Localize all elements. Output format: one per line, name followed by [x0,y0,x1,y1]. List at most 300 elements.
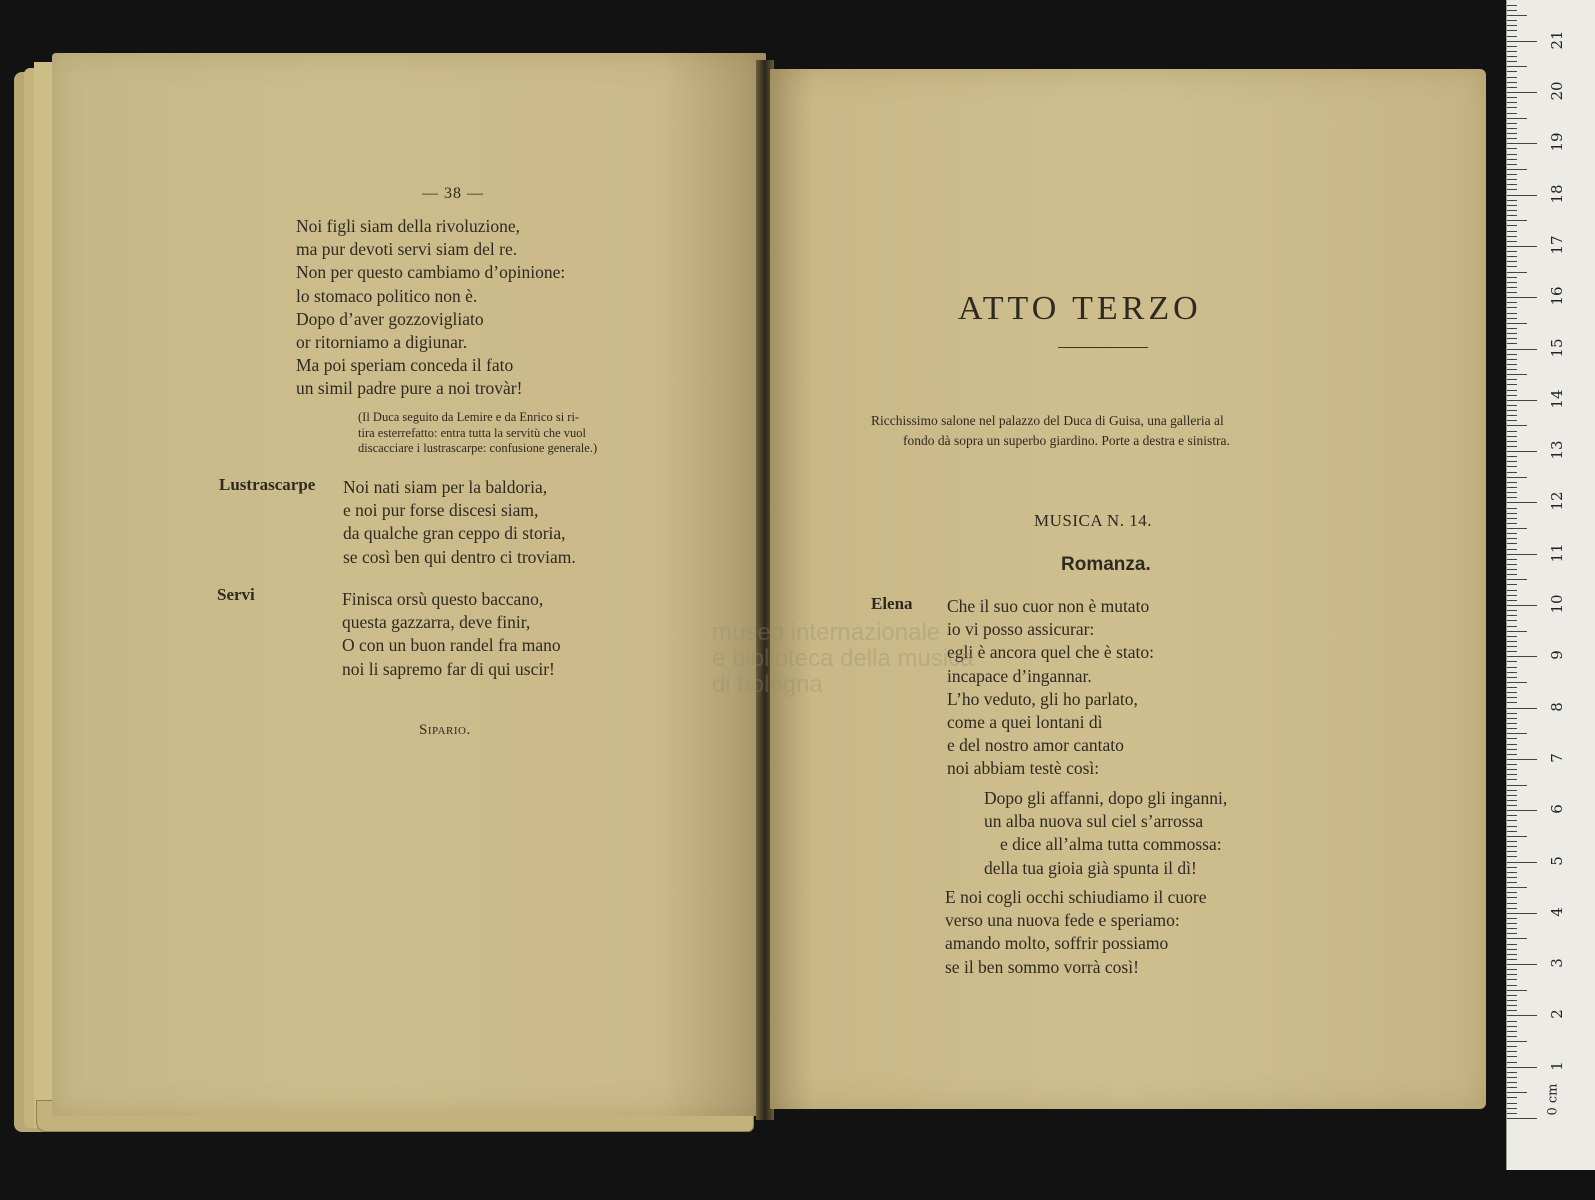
ruler-tick [1507,466,1517,467]
ruler-tick [1507,595,1517,596]
ruler-tick [1507,77,1517,78]
ruler-tick [1507,979,1517,980]
speaker-name: Servi [217,585,255,604]
ruler-tick [1507,431,1517,432]
ruler-tick [1507,846,1517,847]
ruler-tick [1507,1108,1517,1109]
ruler-tick [1507,661,1517,662]
ruler-tick [1507,631,1527,632]
ruler-tick [1507,610,1517,611]
verse-line: Non per questo cambiamo d’opinione: [296,262,566,283]
ruler-tick [1507,1010,1517,1011]
ruler-tick [1507,338,1517,339]
ruler-number: 6 [1548,804,1566,814]
ruler-tick [1507,702,1517,703]
ruler-tick [1507,579,1527,580]
ruler-tick [1507,774,1517,775]
ruler-tick [1507,472,1517,473]
ruler-tick [1507,349,1537,350]
ruler-tick [1507,97,1517,98]
ruler-tick [1507,713,1517,714]
ruler-tick [1507,61,1517,62]
ruler-tick [1507,626,1517,627]
ruler-tick [1507,785,1527,786]
ruler-tick [1507,851,1517,852]
verse-line: egli è ancora quel che è stato: [947,642,1154,663]
ruler-tick [1507,169,1527,170]
ruler-number: 12 [1548,491,1566,511]
ruler-tick [1507,266,1517,267]
ruler-tick [1507,708,1537,709]
ruler-tick [1507,456,1517,457]
ruler-tick [1507,877,1517,878]
ruler-tick [1507,297,1537,298]
ruler-tick [1507,805,1517,806]
ruler-tick [1507,343,1517,344]
ruler-tick [1507,841,1517,842]
verse-line: un simil padre pure a noi trovàr! [296,378,523,399]
ruler-tick [1507,723,1517,724]
ruler-tick [1507,800,1517,801]
ruler-tick [1507,92,1537,93]
ruler-tick [1507,369,1517,370]
ruler-tick [1507,1103,1517,1104]
ruler-tick [1507,928,1517,929]
refrain-stanza [984,787,1227,880]
ruler-number: 3 [1548,958,1566,968]
ruler-tick [1507,554,1537,555]
ruler-tick [1507,159,1517,160]
ruler-tick [1507,651,1517,652]
verse-line: da qualche gran ceppo di storia, [343,523,566,544]
ruler-tick [1507,513,1517,514]
ruler-tick [1507,687,1517,688]
ruler-tick [1507,225,1517,226]
ruler-tick [1507,446,1517,447]
ruler-tick [1507,974,1517,975]
ruler-tick [1507,354,1517,355]
ruler-tick [1507,261,1517,262]
ruler-number: 9 [1548,650,1566,661]
ruler-tick [1507,872,1517,873]
ruler-number: 17 [1548,235,1566,255]
ruler-tick [1507,359,1517,360]
ruler-tick [1507,113,1517,114]
ruler-tick [1507,1118,1537,1119]
ruler-tick [1507,944,1517,945]
ruler-tick [1507,118,1527,119]
ruler-tick [1507,862,1537,863]
ruler-tick [1507,36,1517,37]
ruler-tick [1507,20,1517,21]
left-page [52,53,766,1116]
verse-line: come a quei lontani dì [947,712,1103,733]
ruler-tick [1507,246,1537,247]
ruler-tick [1507,1000,1517,1001]
ruler-tick [1507,174,1517,175]
verse-line: incapace d’ingannar. [947,665,1092,686]
act-title: ATTO TERZO [958,290,1202,327]
ruler-number: 7 [1548,753,1566,763]
verse-line: Noi figli siam della rivoluzione, [296,216,521,236]
ruler-tick [1507,236,1517,237]
ruler-tick [1507,990,1527,991]
ruler-tick [1507,184,1517,185]
ruler-tick [1507,461,1517,462]
ruler-tick [1507,41,1537,42]
ruler-tick [1507,189,1517,190]
ruler-number: 2 [1548,1009,1566,1020]
ruler-tick [1507,477,1527,478]
ruler-tick [1507,51,1517,52]
ruler-tick [1507,251,1517,252]
ruler-tick [1507,1092,1527,1093]
ruler-tick [1507,549,1517,550]
ruler-tick [1507,887,1527,888]
museum-watermark [712,620,973,698]
ruler-tick [1507,415,1517,416]
ruler-tick [1507,1036,1517,1037]
ruler-tick [1507,1026,1517,1027]
ruler-tick [1507,379,1517,380]
ruler-tick [1507,523,1517,524]
ruler-tick [1507,277,1517,278]
ruler-tick [1507,441,1517,442]
ruler-tick [1507,882,1517,883]
ruler-tick [1507,1087,1517,1088]
ruler-tick [1507,815,1517,816]
ruler-tick [1507,497,1517,498]
ruler-tick [1507,25,1517,26]
ruler-tick [1507,744,1517,745]
watermark-line: e biblioteca della musica [712,645,974,672]
speaker-name: Lustrascarpe [219,475,316,494]
ruler-tick [1507,954,1517,955]
ruler-tick [1507,1113,1517,1114]
watermark-line: di bologna [712,671,823,698]
ruler-tick [1507,795,1517,796]
ruler-tick [1507,508,1517,509]
ruler-tick [1507,656,1537,657]
verse-line: or ritorniamo a digiunar. [296,332,468,353]
ruler-tick [1507,677,1517,678]
ruler-tick [1507,728,1517,729]
ruler-tick [1507,328,1517,329]
ruler-tick [1507,600,1517,601]
ruler-tick [1507,559,1517,560]
verse-line: un alba nuova sul ciel s’arrossa [984,811,1204,832]
ruler-tick [1507,1015,1537,1016]
ruler-tick [1507,231,1517,232]
verse-line: Noi nati siam per la baldoria, [343,477,548,497]
verse-line: io vi posso assicurar: [947,619,1095,640]
ruler-tick [1507,1021,1517,1022]
ruler-tick [1507,1067,1537,1068]
speaker-verse [343,476,576,569]
ruler-tick [1507,641,1517,642]
ruler-tick [1507,903,1517,904]
setting-line: Ricchissimo salone nel palazzo del Duca di Guisa, una galleria al [871,413,1224,428]
ruler-tick [1507,138,1517,139]
ruler-tick [1507,66,1527,67]
ruler-number: 4 [1548,907,1566,917]
verse-line: noi abbiam testè così: [947,758,1100,779]
ruler-number: 21 [1548,30,1566,50]
ruler-number: 16 [1548,286,1566,306]
ruler-tick [1507,200,1517,201]
stanza [945,886,1206,979]
ruler-tick [1507,867,1517,868]
ruler-tick [1507,738,1517,739]
ruler-tick [1507,646,1517,647]
ruler-tick [1507,1046,1517,1047]
ruler-tick [1507,538,1517,539]
ruler-tick [1507,307,1517,308]
ruler-tick [1507,605,1537,606]
ruler-tick [1507,46,1517,47]
ruler-tick [1507,5,1517,6]
stage-direction-line: tira esterrefatto: entra tutta la servitù che vuol [358,425,587,440]
verse-line: se così ben qui dentro ci troviam. [343,546,576,567]
ruler-tick [1507,102,1517,103]
ruler-tick [1507,1031,1517,1032]
ruler-tick [1507,395,1517,396]
ruler-tick [1507,697,1517,698]
ruler-tick [1507,543,1517,544]
ruler-tick [1507,1097,1517,1098]
ruler-number: 11 [1548,543,1566,563]
ruler-tick [1507,1041,1527,1042]
page-number: — 38 — [422,185,484,202]
ruler-tick [1507,938,1527,939]
verse-line: Finisca orsù questo baccano, [342,589,544,609]
ruler-tick [1507,10,1517,11]
ruler-tick [1507,487,1517,488]
ruler-tick [1507,569,1517,570]
ruler-tick [1507,179,1517,180]
opening-verse [296,215,565,401]
ruler-tick [1507,790,1517,791]
ruler-tick [1507,364,1517,365]
verse-line: Che il suo cuor non è mutato [947,596,1150,616]
stanza [947,595,1154,781]
ruler-tick [1507,1051,1517,1052]
measurement-ruler [1506,0,1595,1170]
ruler-tick [1507,949,1517,950]
ruler-tick [1507,71,1517,72]
ruler-tick [1507,82,1517,83]
verse-line: L’ho veduto, gli ho parlato, [947,688,1138,709]
stage-direction-line: (Il Duca seguito da Lemire e da Enrico si ri- [358,410,580,424]
ruler-tick [1507,154,1517,155]
ruler-number: 13 [1548,440,1566,460]
stage-direction [358,410,597,457]
ruler-tick [1507,584,1517,585]
ruler-tick [1507,692,1517,693]
verse-line: lo stomaco politico non è. [296,285,478,306]
verse-line: noi li sapremo far di qui uscir! [342,658,555,679]
ruler-tick [1507,1082,1517,1083]
ruler-unit-label: 0 cm [1545,1083,1561,1116]
ruler-tick [1507,810,1537,811]
ruler-tick [1507,923,1517,924]
verse-line: amando molto, soffrir possiamo [945,933,1169,954]
ruler-number: 18 [1548,184,1566,204]
ruler-tick [1507,733,1527,734]
ruler-tick [1507,256,1517,257]
ruler-tick [1507,918,1517,919]
ruler-tick [1507,908,1517,909]
ruler-tick [1507,133,1517,134]
ruler-tick [1507,87,1517,88]
ruler-tick [1507,892,1517,893]
ruler-tick [1507,148,1517,149]
ruler-tick [1507,995,1517,996]
ruler-tick [1507,590,1517,591]
ruler-number: 1 [1548,1060,1566,1071]
ruler-tick [1507,718,1517,719]
ruler-tick [1507,620,1517,621]
ruler-tick [1507,518,1517,519]
verse-line: e del nostro amor cantato [947,735,1124,756]
ruler-number: 10 [1548,594,1566,614]
ruler-tick [1507,528,1527,529]
ruler-tick [1507,400,1537,401]
ruler-tick [1507,287,1517,288]
verse-line: se il ben sommo vorrà così! [945,956,1139,977]
verse-line: verso una nuova fede e speriamo: [945,910,1180,931]
ruler-number: 15 [1548,337,1566,358]
ruler-tick [1507,30,1517,31]
ruler-tick [1507,964,1537,965]
ruler-tick [1507,143,1537,144]
ruler-tick [1507,820,1517,821]
ruler-tick [1507,241,1517,242]
ruler-tick [1507,420,1517,421]
verse-line: Dopo d’aver gozzovigliato [296,308,484,329]
ruler-tick [1507,682,1527,683]
ruler-tick [1507,313,1517,314]
ruler-tick [1507,1072,1517,1073]
ruler-tick [1507,451,1537,452]
ruler-tick [1507,754,1517,755]
ruler-tick [1507,15,1527,16]
ruler-tick [1507,502,1537,503]
ruler-tick [1507,410,1517,411]
ruler-tick [1507,764,1517,765]
verse-line: e dice all’alma tutta commossa: [1000,834,1222,855]
ruler-tick [1507,636,1517,637]
ruler-tick [1507,959,1517,960]
ruler-tick [1507,384,1517,385]
ruler-tick [1507,128,1517,129]
ruler-tick [1507,769,1517,770]
ruler-tick [1507,533,1517,534]
ruler-tick [1507,1056,1517,1057]
ruler-tick [1507,779,1517,780]
ruler-tick [1507,164,1517,165]
verse-line: O con un buon randel fra mano [342,635,561,656]
ruler-number: 5 [1548,855,1566,866]
curtain-label: Sipario. [419,722,471,738]
setting-line: fondo dà sopra un superbo giardino. Porte a destra e sinistra. [903,433,1230,448]
ruler-tick [1507,56,1517,57]
ruler-tick [1507,425,1527,426]
ruler-tick [1507,574,1517,575]
ruler-tick [1507,933,1517,934]
verse-line: E noi cogli occhi schiudiamo il cuore [945,887,1207,907]
ruler-tick [1507,282,1517,283]
ruler-tick [1507,759,1537,760]
ruler-tick [1507,564,1517,565]
ruler-tick [1507,436,1517,437]
ruler-tick [1507,405,1517,406]
ruler-tick [1507,1005,1517,1006]
ruler-tick [1507,210,1517,211]
ruler-tick [1507,667,1517,668]
ruler-tick [1507,390,1517,391]
ruler-tick [1507,323,1527,324]
verse-line: Ma poi speriam conceda il fato [296,355,514,376]
ruler-tick [1507,333,1517,334]
ruler-number: 20 [1548,81,1566,101]
ruler-tick [1507,1062,1517,1063]
ruler-tick [1507,969,1517,970]
ruler-tick [1507,220,1527,221]
ruler-tick [1507,195,1537,196]
piece-title: Romanza. [1061,554,1151,575]
verse-line: questa gazzarra, deve finir, [342,612,531,633]
verse-line: ma pur devoti servi siam del re. [296,239,518,260]
ruler-tick [1507,913,1537,914]
ruler-tick [1507,272,1527,273]
ruler-tick [1507,749,1517,750]
ruler-tick [1507,897,1517,898]
ruler-tick [1507,292,1517,293]
watermark-line: museo internazionale [712,619,941,646]
ruler-tick [1507,856,1517,857]
ruler-tick [1507,302,1517,303]
ruler-tick [1507,672,1517,673]
ruler-number: 19 [1548,132,1566,152]
setting-description [871,411,1230,451]
speaker-verse [342,588,561,681]
verse-line: della tua gioia già spunta il dì! [984,857,1197,878]
ruler-tick [1507,123,1517,124]
verse-line: e noi pur forse discesi siam, [343,500,539,521]
verse-line: Dopo gli affanni, dopo gli inganni, [984,788,1228,808]
ruler-tick [1507,205,1517,206]
ruler-tick [1507,107,1517,108]
ruler-tick [1507,482,1517,483]
ruler-tick [1507,492,1517,493]
ruler-tick [1507,826,1517,827]
ruler-tick [1507,215,1517,216]
title-rule [1058,347,1148,348]
stage-direction-line: discacciare i lustrascarpe: confusione generale.) [358,441,598,455]
ruler-tick [1507,831,1517,832]
ruler-tick [1507,1077,1517,1078]
ruler-tick [1507,985,1517,986]
ruler-tick [1507,374,1527,375]
ruler-tick [1507,836,1527,837]
ruler-tick [1507,318,1517,319]
speaker-name: Elena [871,594,913,613]
music-number: MUSICA N. 14. [1034,511,1152,530]
ruler-tick [1507,615,1517,616]
ruler-number: 14 [1548,389,1566,409]
ruler-number: 8 [1548,701,1566,712]
